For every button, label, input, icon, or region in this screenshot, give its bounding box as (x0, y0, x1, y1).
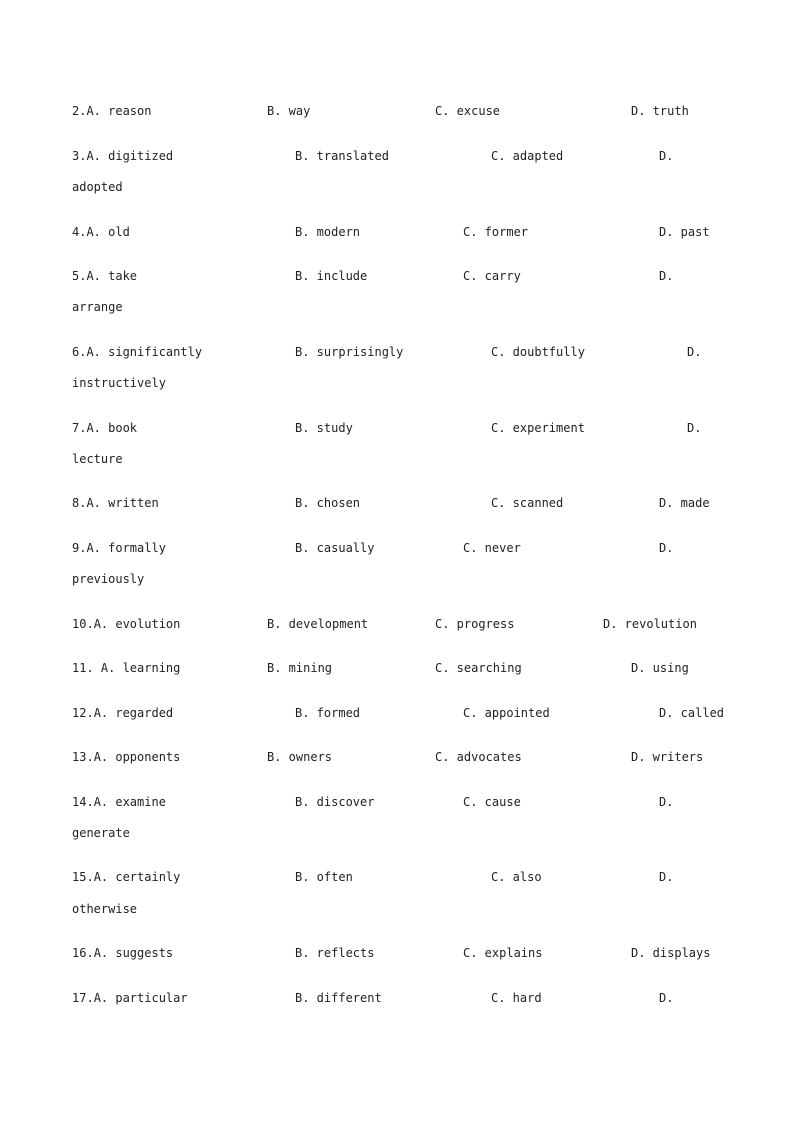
q4-d: D. past (659, 225, 710, 239)
option-a: A. reason (86, 104, 152, 118)
q7-d: D. (687, 421, 702, 435)
q7-d-wrap: lecture (72, 452, 123, 466)
q15-c: C. also (491, 870, 542, 884)
option-a: A. particular (93, 991, 188, 1005)
q13-c: C. advocates (435, 750, 522, 764)
question-number: 11. (72, 661, 94, 675)
option-a: A. old (86, 225, 130, 239)
option-a: A. significantly (86, 345, 203, 359)
question-number: 9. (72, 541, 87, 555)
q13-b: B. owners (267, 750, 333, 764)
question-number: 17. (72, 991, 94, 1005)
question-number: 15. (72, 870, 94, 884)
question-number: 4. (72, 225, 87, 239)
q3-d: D. (659, 149, 674, 163)
q14-b: B. discover (295, 795, 375, 809)
q16-c: C. explains (463, 946, 543, 960)
q8-b: B. chosen (295, 496, 361, 510)
q16-d: D. displays (631, 946, 711, 960)
question-number: 7. (72, 421, 87, 435)
question-number: 2. (72, 104, 87, 118)
q2-b: B. way (267, 104, 311, 118)
question-number: 16. (72, 946, 94, 960)
q3-b: B. translated (295, 149, 389, 163)
question-number: 6. (72, 345, 87, 359)
q14-a (72, 795, 166, 809)
question-number: 3. (72, 149, 87, 163)
q5-d-wrap: arrange (72, 300, 123, 314)
q14-d: D. (659, 795, 674, 809)
q11-d: D. using (631, 661, 689, 675)
q9-a (72, 541, 166, 555)
q14-c: C. cause (463, 795, 521, 809)
q7-c: C. experiment (491, 421, 585, 435)
q16-b: B. reflects (295, 946, 375, 960)
q7-a (72, 421, 137, 435)
q5-a (72, 269, 137, 283)
q7-b: B. study (295, 421, 353, 435)
q11-a (72, 661, 180, 675)
q6-a (72, 345, 202, 359)
q3-d-wrap: adopted (72, 180, 123, 194)
q16-a (72, 946, 173, 960)
q11-c: C. searching (435, 661, 522, 675)
q4-a (72, 225, 130, 239)
q15-a (72, 870, 180, 884)
q10-b: B. development (267, 617, 369, 631)
option-a: A. regarded (93, 706, 174, 720)
option-a: A. learning (93, 661, 181, 675)
q17-c: C. hard (491, 991, 542, 1005)
option-a: A. opponents (93, 750, 181, 764)
q10-d: D. revolution (603, 617, 697, 631)
q2-d: D. truth (631, 104, 689, 118)
option-a: A. take (86, 269, 138, 283)
q8-d: D. made (659, 496, 710, 510)
q6-c: C. doubtfully (491, 345, 585, 359)
q9-b: B. casually (295, 541, 375, 555)
option-a: A. certainly (93, 870, 181, 884)
option-a: A. book (86, 421, 138, 435)
option-a: A. digitized (86, 149, 174, 163)
option-a: A. evolution (93, 617, 181, 631)
q8-c: C. scanned (491, 496, 564, 510)
question-number: 5. (72, 269, 87, 283)
q14-d-wrap: generate (72, 826, 130, 840)
q10-c: C. progress (435, 617, 515, 631)
option-a: A. formally (86, 541, 166, 555)
q5-c: C. carry (463, 269, 521, 283)
option-a: A. suggests (93, 946, 174, 960)
q15-d-wrap: otherwise (72, 902, 138, 916)
q3-a (72, 149, 173, 163)
question-number: 13. (72, 750, 94, 764)
q11-b: B. mining (267, 661, 333, 675)
q2-c: C. excuse (435, 104, 501, 118)
q4-b: B. modern (295, 225, 361, 239)
q13-a (72, 750, 180, 764)
q9-d-wrap: previously (72, 572, 145, 586)
q6-d-wrap: instructively (72, 376, 166, 390)
q9-d: D. (659, 541, 674, 555)
q5-b: B. include (295, 269, 368, 283)
q17-b: B. different (295, 991, 382, 1005)
q17-d: D. (659, 991, 674, 1005)
q6-d: D. (687, 345, 702, 359)
question-number: 14. (72, 795, 94, 809)
q10-a (72, 617, 180, 631)
q15-d: D. (659, 870, 674, 884)
q15-b: B. often (295, 870, 353, 884)
option-a: A. written (86, 496, 159, 510)
question-number: 8. (72, 496, 87, 510)
question-number: 12. (72, 706, 94, 720)
q13-d: D. writers (631, 750, 704, 764)
q12-c: C. appointed (463, 706, 550, 720)
option-a: A. examine (93, 795, 166, 809)
q4-c: C. former (463, 225, 529, 239)
q17-a (72, 991, 188, 1005)
q8-a (72, 496, 159, 510)
q12-d: D. called (659, 706, 725, 720)
q9-c: C. never (463, 541, 521, 555)
q12-b: B. formed (295, 706, 361, 720)
q3-c: C. adapted (491, 149, 564, 163)
q12-a (72, 706, 173, 720)
question-number: 10. (72, 617, 94, 631)
q2-a (72, 104, 151, 118)
q6-b: B. surprisingly (295, 345, 404, 359)
q5-d: D. (659, 269, 674, 283)
